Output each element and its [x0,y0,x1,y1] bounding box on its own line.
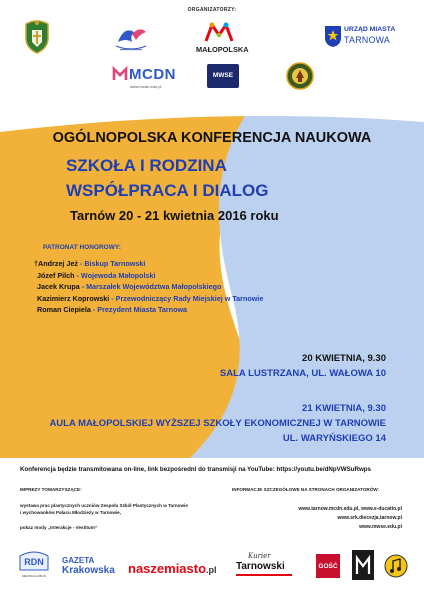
day1-date: 20 KWIETNIA, 9.30 [302,353,386,364]
day2-place-line2: UL. WARYŃSKIEGO 14 [282,433,386,444]
patronage-list [34,258,263,316]
malopolska-logo [196,21,249,57]
organizers-label: ORGANIZATORZY: [187,7,237,13]
gazeta-line1: GAZETA [62,556,95,565]
info-title: INFORMACJE SZCZEGÓŁOWE NA STRONACH ORGANIZATORÓW: [232,487,380,492]
patronage-item [34,293,263,305]
naszemiasto-wordmark [128,560,217,578]
side-event-line: wystawa prac plastycznych uczniów Zespołu Szkół Plastycznych w Tarnowie [20,503,188,508]
dark-emblem-logo [352,550,374,586]
gazeta-krakowska-logo [62,550,114,586]
tarnow-logo-line1: URZĄD MIASTA [344,26,396,33]
patronage-item [34,281,263,293]
organizer-url-link[interactable]: www.tarnow.mcdn.edu.pl, www.e-ducatio.pl [298,506,402,512]
day2-place-line1: AULA MAŁOPOLSKIEJ WYŻSZEJ SZKOŁY EKONOMICZNEJ W TARNOWIE [49,418,386,429]
gosc-label: GOŚĆ [318,563,338,570]
side-event-line: pokaz mody „Interakcje - Vestitum” [20,525,98,530]
mwse-logo [207,64,239,88]
patron-name: Roman Ciepiela [37,305,91,315]
conference-kind: OGÓLNOPOLSKA KONFERENCJA NAUKOWA [52,130,372,146]
conference-place-date: Tarnów 20 - 21 kwietnia 2016 roku [70,208,279,223]
patron-name: Józef Pilch [37,270,75,280]
patron-role: - Prezydent Miasta Tarnowa [90,305,188,315]
round-emblem-logo [286,62,314,90]
organizer-url-link[interactable]: www.srk.diecezja.tarnow.pl [337,515,402,521]
round-musical-logo [384,550,408,586]
streaming-note: Konferencja będzie transmitowana on-line, link bezpośredni do transmisji na YouTube: https://youtu.be/dNpVWSuRwps [20,466,371,473]
patron-name: †Andrzej Jeż [34,259,78,268]
mcdn-logo [112,64,176,92]
patronage-item [34,270,263,282]
patronage-item [34,258,263,270]
conference-title-line2: WSPÓŁPRACA I DIALOG [66,181,269,200]
mcdn-label: MCDN [129,66,176,83]
rdn-logo [18,550,50,586]
kurier-tarnowski-logo [236,550,292,586]
mwse-label: MWSE [212,72,234,79]
patron-name: Jacek Krupa [37,282,80,292]
rdn-sub: MIEJSKA LUBLIN [21,574,46,578]
patronage-item [34,304,263,316]
organizer-url-link[interactable]: www.mwse.edu.pl [359,524,402,530]
naszemiasto-label: naszemiasto [128,561,207,576]
naszemiasto-logo [128,550,218,586]
conference-title-line1: SZKOŁA I RODZINA [66,156,227,175]
malopolska-label: MAŁOPOLSKA [196,45,249,54]
diocese-coat-of-arms-logo [22,20,52,54]
mcdn-url: www.mcdn.edu.pl [130,84,162,89]
conference-band [0,108,424,458]
day2-date: 21 KWIETNIA, 9.30 [302,403,386,414]
patron-role: - Biskup Tarnowski [77,259,146,268]
patron-name: Kazimierz Koprowski [37,293,110,303]
patron-role: - Przewodniczący Rady Miejskiej w Tarnowie [109,293,264,303]
day1-place: SALA LUSTRZANA, UL. WAŁOWA 10 [219,368,386,379]
kurier-main: Tarnowski [236,561,285,572]
gazeta-line2: Krakowska [62,565,115,576]
patron-role: - Wojewoda Małopolski [74,270,156,280]
patron-role: - Marszałek Województwa Małopolskiego [79,282,222,292]
kurier-underline [236,574,292,576]
naszemiasto-tld: .pl [206,565,217,575]
side-event-line: i wychowanków Pałacu Młodzieży w Tarnowie, [20,510,121,515]
kurier-script: Kurier [248,552,271,560]
patronage-title: PATRONAT HONOROWY: [43,244,121,251]
bird-institution-logo [112,22,150,54]
tarnow-city-office-logo [324,24,404,50]
gosc-logo [316,550,340,586]
side-events-title: IMPREZY TOWARZYSZĄCE: [20,487,82,492]
rdn-label: RDN [24,557,44,567]
tarnow-logo-line2: TARNOWA [344,35,391,45]
